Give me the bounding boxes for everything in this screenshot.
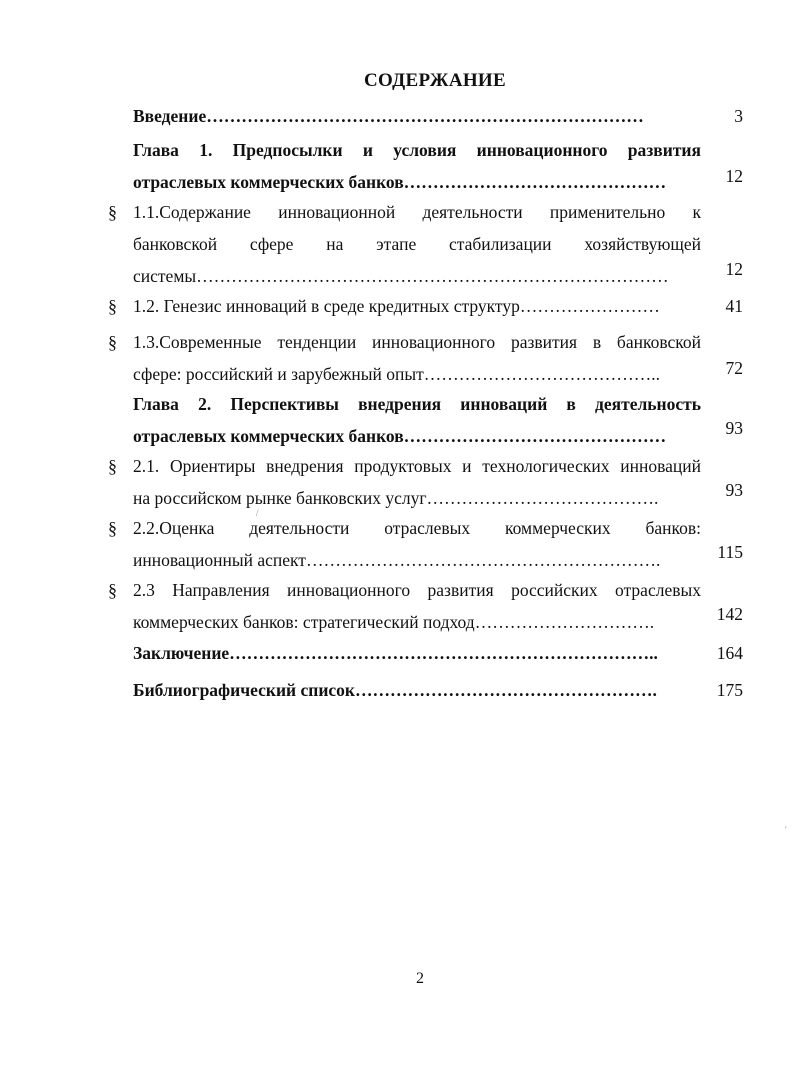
toc-line: Глава 2. Перспективы внедрения инноваций в деятельность: [133, 394, 701, 414]
toc-line: 1.1.Содержание инновационной деятельности применительно к: [133, 202, 701, 222]
toc-page-number: 175: [716, 680, 743, 700]
toc-entry-text: [133, 674, 701, 706]
toc-line: 1.2. Генезис инноваций в среде кредитных структур……………………: [133, 296, 660, 316]
toc-entry-text: [133, 326, 701, 390]
toc-line: системы………………………………………………………………………: [133, 266, 669, 286]
toc-page-number: 93: [725, 480, 743, 500]
toc-page-number: 3: [734, 106, 743, 126]
toc-page-number: 12: [725, 166, 743, 186]
toc-line: на российском рынке банковских услуг………………………………….: [133, 488, 659, 508]
scan-speck: /: [256, 508, 259, 518]
toc-line: Библиографический список…………………………………………….: [133, 680, 657, 700]
toc-line: отраслевых коммерческих банков………………………………………: [133, 172, 667, 192]
toc-entry-text: [133, 134, 701, 198]
toc-line: Заключение………………………………………………………………..: [133, 643, 658, 663]
toc-line: инновационный аспект…………………………………………………….: [133, 550, 661, 570]
section-sign: §: [108, 202, 117, 222]
toc-entry-text: [133, 196, 701, 292]
section-sign: §: [108, 456, 117, 476]
toc-line: 2.3 Направления инновационного развития российских отраслевых: [133, 580, 701, 600]
toc-line: 2.1. Ориентиры внедрения продуктовых и технологических инноваций: [133, 456, 701, 476]
toc-line: сфере: российский и зарубежный опыт…………………………………..: [133, 364, 661, 384]
page-title: СОДЕРЖАНИЕ: [364, 70, 506, 91]
section-sign: §: [108, 518, 117, 538]
toc-entry-text: [133, 574, 701, 638]
section-sign: §: [108, 296, 117, 316]
toc-page-number: 12: [725, 259, 743, 279]
toc-page-number: 41: [725, 296, 743, 316]
toc-page-number: 115: [717, 542, 743, 562]
toc-line: отраслевых коммерческих банков………………………………………: [133, 426, 667, 446]
toc-entry-text: [133, 100, 701, 132]
toc-line: Введение…………………………………………………………………: [133, 106, 644, 126]
toc-page-number: 142: [716, 604, 743, 624]
toc-entry-text: [133, 450, 701, 514]
scan-speck: ': [785, 825, 787, 835]
toc-line: 1.3.Современные тенденции инновационного развития в банковской: [133, 332, 701, 352]
toc-page-number: 93: [725, 418, 743, 438]
toc-entry-text: [133, 512, 701, 576]
toc-entry-text: [133, 637, 701, 669]
section-sign: §: [108, 332, 117, 352]
page-number: 2: [416, 970, 424, 987]
toc-line: 2.2.Оценка деятельности отраслевых коммерческих банков:: [133, 518, 701, 538]
section-sign: §: [108, 580, 117, 600]
toc-line: коммерческих банков: стратегический подход………………………….: [133, 612, 655, 632]
toc-line: Глава 1. Предпосылки и условия инновационного развития: [133, 140, 701, 160]
toc-page-number: 72: [725, 358, 743, 378]
toc-line: банковской сфере на этапе стабилизации хозяйствующей: [133, 234, 701, 254]
toc-page-number: 164: [716, 643, 743, 663]
toc-entry-text: [133, 388, 701, 452]
toc-entry-text: [133, 290, 701, 322]
